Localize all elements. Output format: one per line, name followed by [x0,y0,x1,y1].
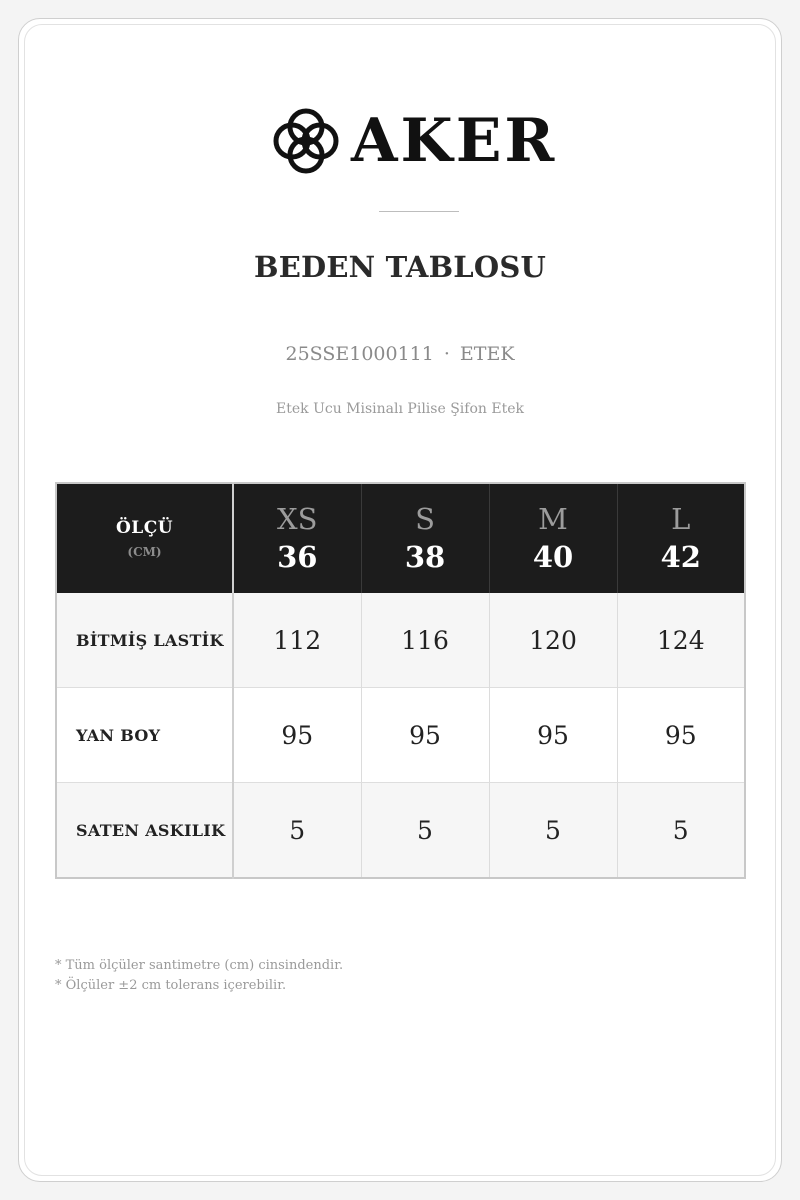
size-header-xs [233,483,361,593]
table-cell: 95 [361,688,489,783]
unit-label: (CM) [127,544,162,559]
table-cell: 5 [489,783,617,879]
product-code: 25SSE1000111 [285,343,434,365]
size-letter: M [538,501,568,536]
product-code-line [19,341,781,367]
size-number: 36 [277,539,318,574]
measurement-label: ÖLÇÜ [115,517,174,538]
table-row [56,783,745,879]
knot-logo-icon [271,105,341,177]
table-cell: 116 [361,593,489,688]
size-table [55,482,746,879]
size-number: 40 [532,539,574,574]
table-cell: 5 [233,783,361,879]
size-letter: S [415,501,435,536]
table-cell: 95 [489,688,617,783]
table-cell: 5 [361,783,489,879]
footnotes [55,956,343,996]
row-label: SATEN ASKILIK [56,783,233,879]
table-cell: 5 [617,783,745,879]
corner-cell [56,483,233,593]
size-header-s [361,483,489,593]
product-category: ETEK [459,343,515,365]
table-cell: 124 [617,593,745,688]
table-row [56,593,745,688]
footnote: * Tüm ölçüler santimetre (cm) cinsindendir. [55,958,344,973]
footnote: * Ölçüler ±2 cm tolerans içerebilir. [55,978,287,993]
row-label: YAN BOY [56,688,233,783]
table-row [56,688,745,783]
page-title: BEDEN TABLOSU [254,250,546,284]
size-header-l [617,483,745,593]
brand-name: AKER [351,106,558,176]
title-divider [379,211,459,212]
table-cell: 120 [489,593,617,688]
table-cell: 112 [233,593,361,688]
size-number: 42 [660,539,701,574]
size-letter: XS [276,501,318,536]
table-cell: 95 [233,688,361,783]
size-header-m [489,483,617,593]
brand-logo [271,105,571,177]
size-letter: L [671,501,691,536]
code-separator: · [443,343,450,365]
row-label: BİTMİŞ LASTİK [56,593,233,688]
size-header-row [56,483,745,593]
product-name: Etek Ucu Misinalı Pilise Şifon Etek [276,401,524,417]
size-number: 38 [404,539,446,574]
table-cell: 95 [617,688,745,783]
